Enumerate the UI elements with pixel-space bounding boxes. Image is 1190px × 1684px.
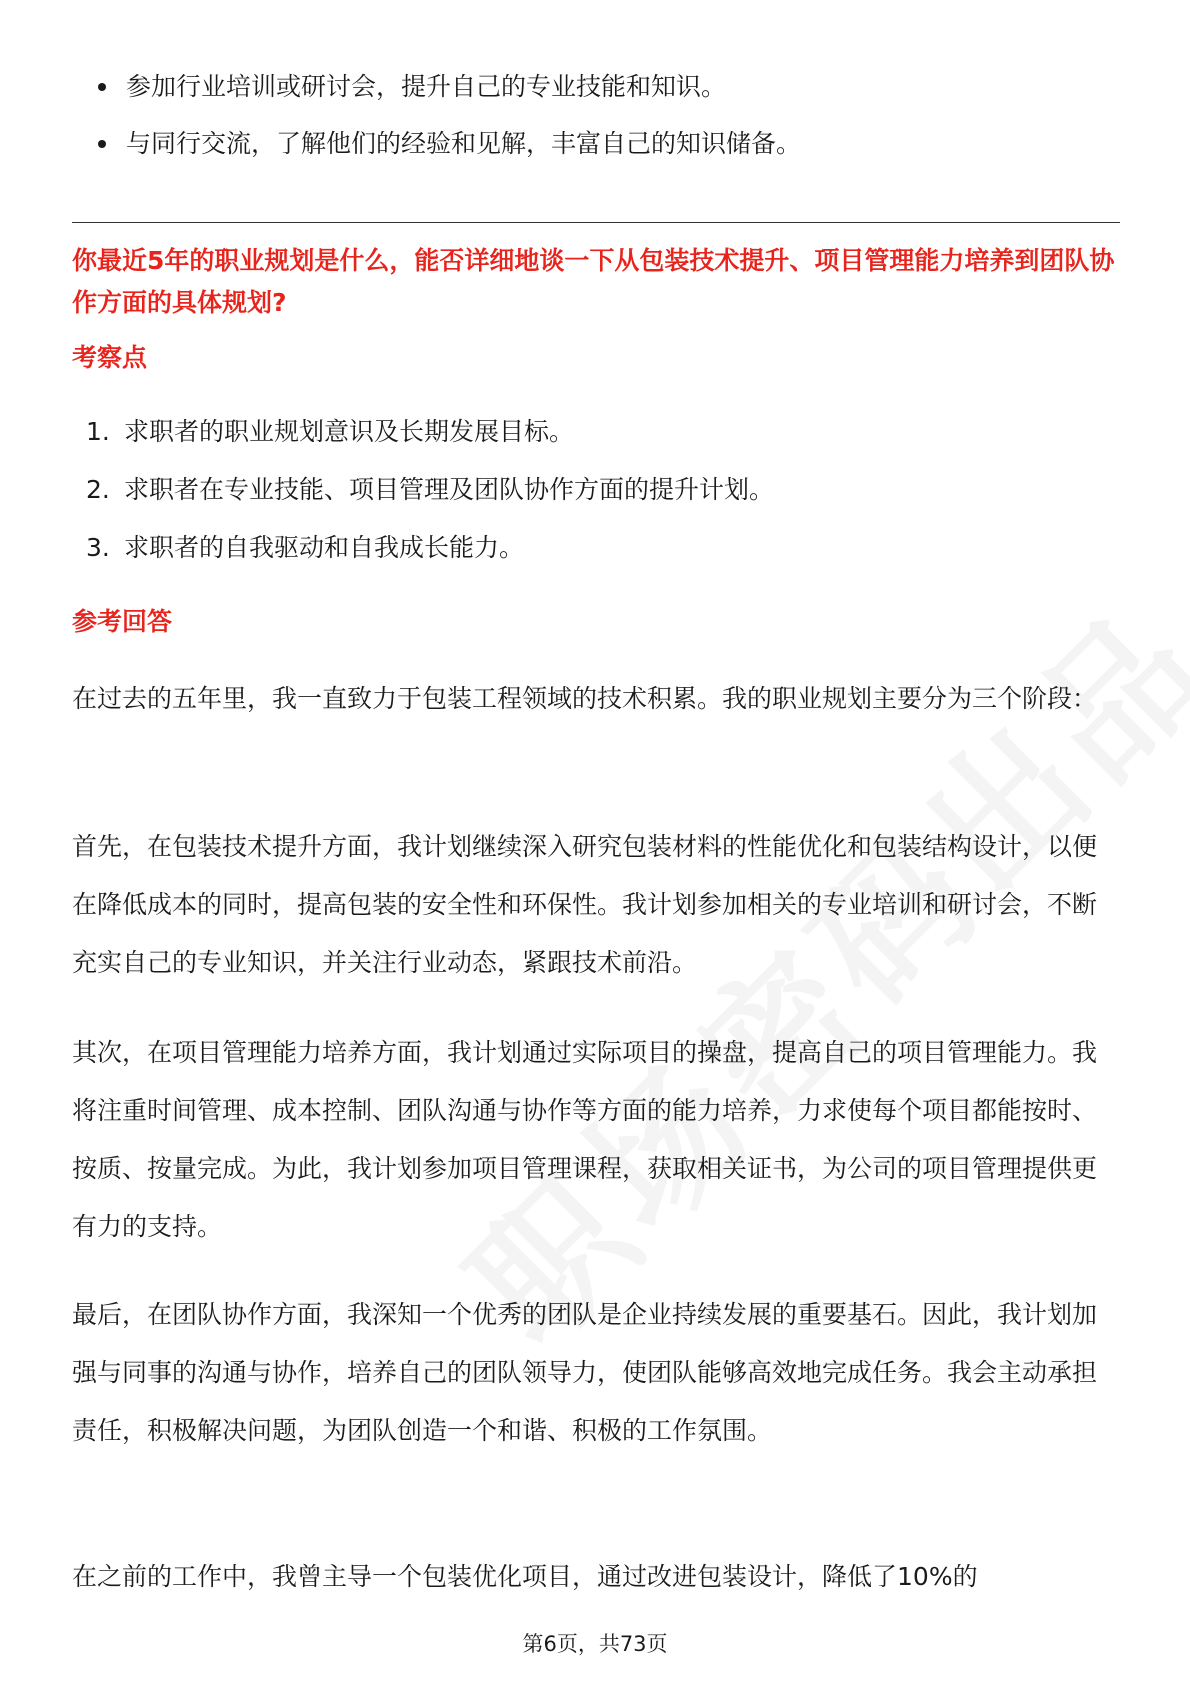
list-item: 1. 求职者的职业规划意识及长期发展目标。	[86, 417, 575, 446]
interview-question: 你最近5年的职业规划是什么，能否详细地谈一下从包装技术提升、项目管理能力培养到团队协作方面的具体规划?	[72, 246, 1115, 317]
answer-paragraph: 在过去的五年里，我一直致力于包装工程领域的技术积累。我的职业规划主要分为三个阶段：	[72, 684, 1098, 713]
bullet-list	[96, 58, 801, 172]
focus-list	[86, 403, 774, 577]
answer-paragraph: 其次，在项目管理能力培养方面，我计划通过实际项目的操盘，提高自己的项目管理能力。我将注重时间管理、成本控制、团队沟通与协作等方面的能力培养，力求使每个项目都能按时、按质、按量完成。为此，我计划参加项目管理课程，获取相关证书，为公司的项目管理提供更有力的支持。	[72, 1038, 1098, 1241]
answer-paragraph: 首先，在包装技术提升方面，我计划继续深入研究包装材料的性能优化和包装结构设计，以便在降低成本的同时，提高包装的安全性和环保性。我计划参加相关的专业培训和研讨会，不断充实自己的专业知识，并关注行业动态，紧跟技术前沿。	[72, 832, 1098, 977]
bullet-item: 与同行交流，了解他们的经验和见解，丰富自己的知识储备。	[96, 115, 801, 172]
bullet-item: 参加行业培训或研讨会，提升自己的专业技能和知识。	[96, 58, 801, 115]
list-item: 2. 求职者在专业技能、项目管理及团队协作方面的提升计划。	[86, 475, 775, 504]
page-footer: 第6页，共73页	[522, 1632, 668, 1656]
list-item: 3. 求职者的自我驱动和自我成长能力。	[86, 533, 525, 562]
answer-paragraph: 最后，在团队协作方面，我深知一个优秀的团队是企业持续发展的重要基石。因此，我计划加强与同事的沟通与协作，培养自己的团队领导力，使团队能够高效地完成任务。我会主动承担责任，积极解决问题，为团队创造一个和谐、积极的工作氛围。	[72, 1300, 1098, 1445]
section-divider	[72, 222, 1120, 223]
section-title-answer: 参考回答	[72, 607, 173, 636]
answer-paragraph: 在之前的工作中，我曾主导一个包装优化项目，通过改进包装设计，降低了10%的	[72, 1562, 978, 1591]
section-title-focus: 考察点	[72, 343, 148, 372]
